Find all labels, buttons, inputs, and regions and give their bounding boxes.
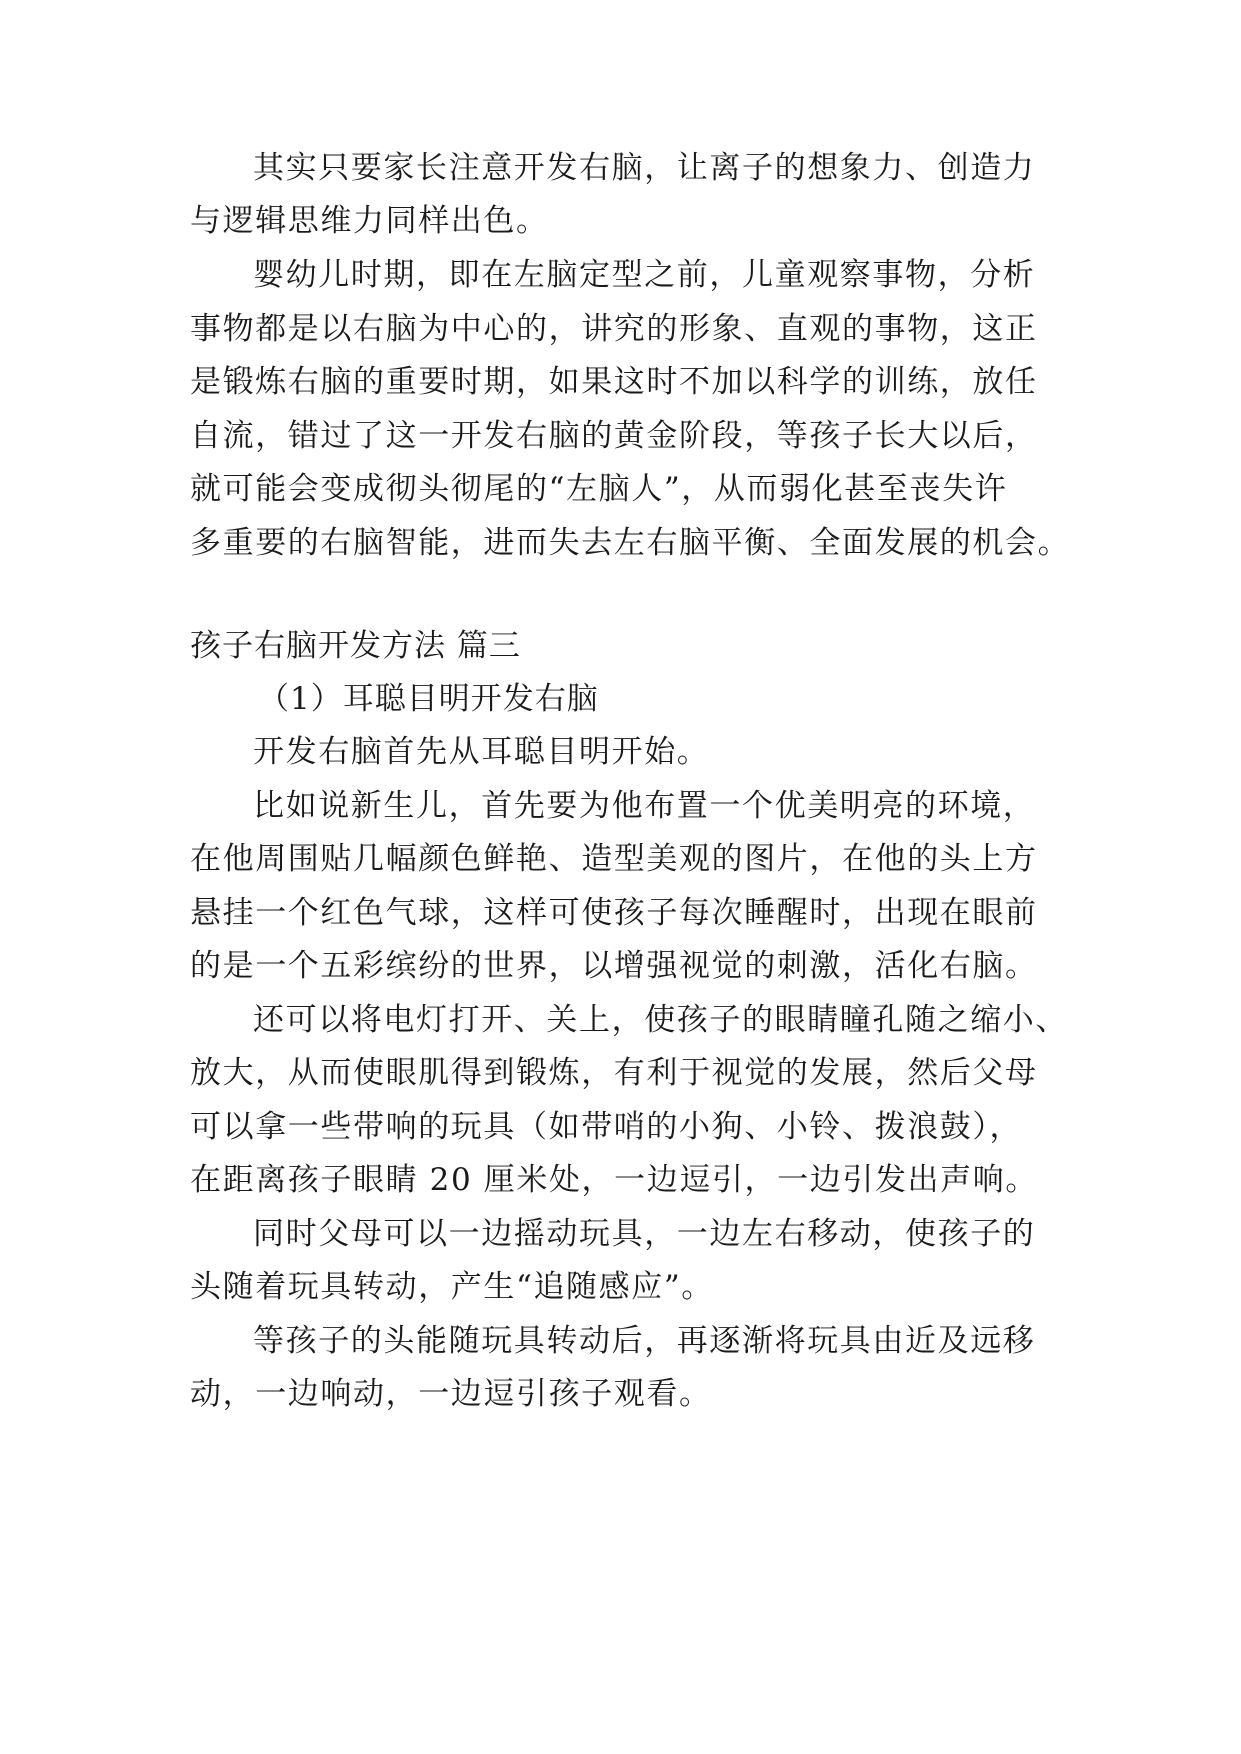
paragraph-line: 开发右脑首先从耳聪目明开始。	[253, 734, 710, 770]
paragraph-line: 其实只要家长注意开发右脑，让离子的想象力、创造力	[253, 150, 1036, 186]
paragraph-line: 的是一个五彩缤纷的世界，以增强视觉的刺激，活化右脑。	[190, 948, 1038, 984]
subsection-heading: （1）耳聪目明开发右脑	[258, 681, 599, 717]
paragraph-line: 在距离孩子眼睛 20 厘米处，一边逗引，一边引发出声响。	[190, 1162, 1038, 1198]
paragraph-line: 与逻辑思维力同样出色。	[190, 203, 549, 239]
paragraph-line: 是锻炼右脑的重要时期，如果这时不加以科学的训练，放任	[190, 364, 1038, 400]
paragraph-line: 动，一边响动，一边逗引孩子观看。	[190, 1376, 712, 1412]
paragraph-line: 就可能会变成彻头彻尾的“左脑人”，从而弱化甚至丧失许	[190, 471, 1008, 507]
paragraph-line: 头随着玩具转动，产生“追随感应”。	[190, 1269, 714, 1305]
paragraph-line: 同时父母可以一边摇动玩具，一边左右移动，使孩子的	[253, 1216, 1036, 1252]
paragraph-line: 放大，从而使眼肌得到锻炼，有利于视觉的发展，然后父母	[190, 1055, 1038, 1091]
paragraph-line: 自流，错过了这一开发右脑的黄金阶段，等孩子长大以后，	[190, 418, 1038, 454]
paragraph-line: 多重要的右脑智能，进而失去左右脑平衡、全面发展的机会。	[190, 525, 1071, 561]
paragraph-line: 悬挂一个红色气球，这样可使孩子每次睡醒时，出现在眼前	[190, 895, 1038, 931]
paragraph-line: 在他周围贴几幅颜色鲜艳、造型美观的图片，在他的头上方	[190, 841, 1038, 877]
paragraph-line: 还可以将电灯打开、关上，使孩子的眼睛瞳孔随之缩小、	[253, 1002, 1068, 1038]
paragraph-line: 可以拿一些带响的玩具（如带哨的小狗、小铃、拨浪鼓），	[190, 1109, 1023, 1145]
paragraph-line: 比如说新生儿，首先要为他布置一个优美明亮的环境，	[253, 788, 1036, 824]
section-heading: 孩子右脑开发方法 篇三	[190, 628, 521, 664]
paragraph-line: 等孩子的头能随玩具转动后，再逐渐将玩具由近及远移	[253, 1323, 1036, 1359]
paragraph-line: 婴幼儿时期，即在左脑定型之前，儿童观察事物，分析	[253, 257, 1036, 293]
paragraph-line: 事物都是以右脑为中心的，讲究的形象、直观的事物，这正	[190, 311, 1038, 347]
